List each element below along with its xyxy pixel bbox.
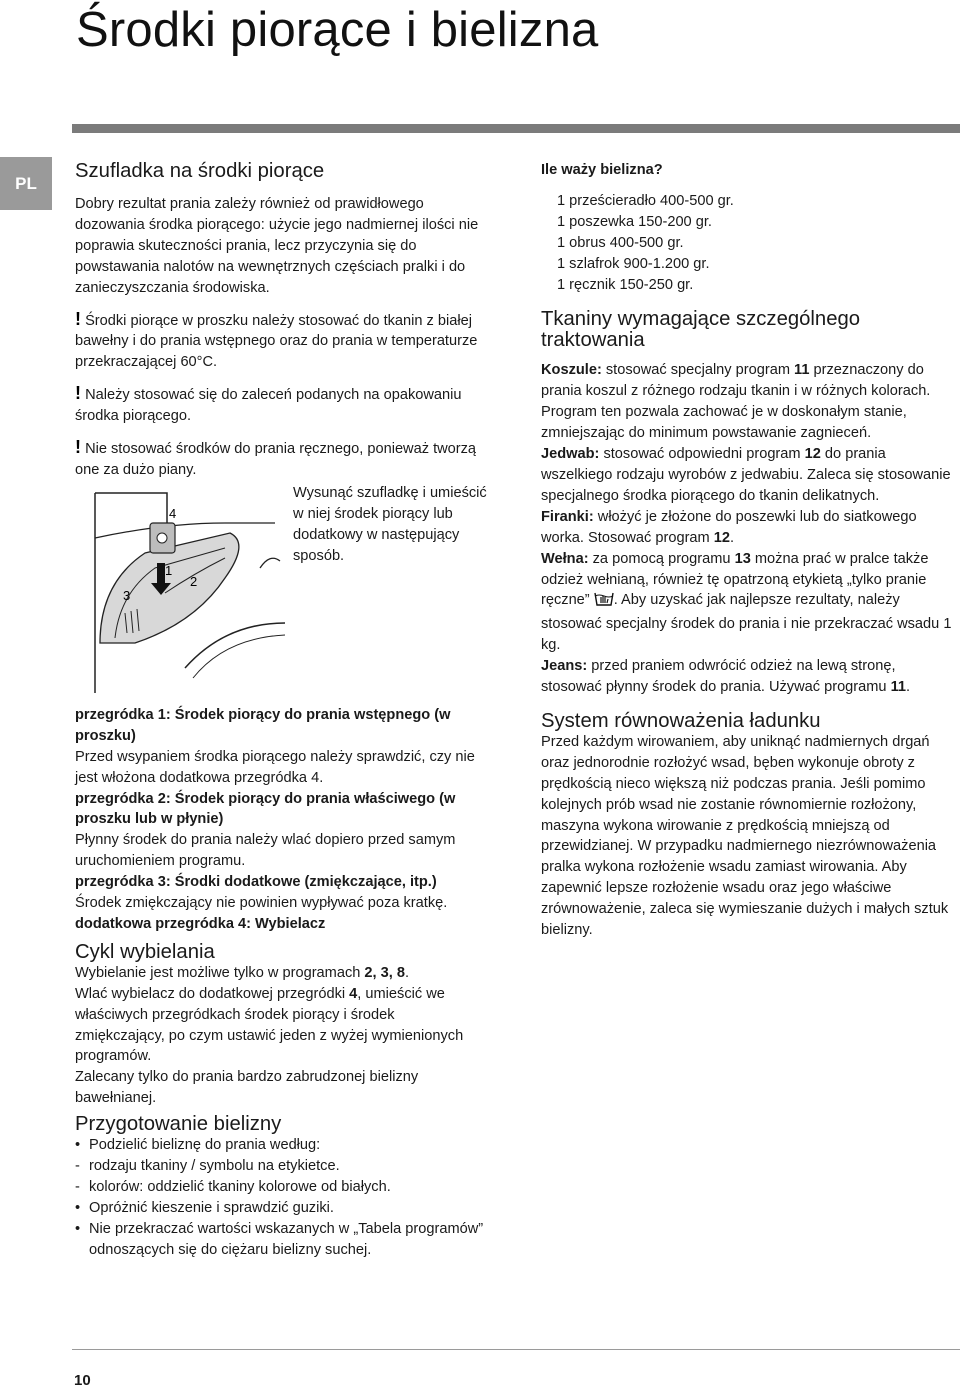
list-item: • Nie przekraczać wartości wskazanych w „Tabela programów” odnoszących się do ciężaru bielizny suchej.	[75, 1220, 484, 1258]
load-balance-heading: System równoważenia ładunku	[541, 709, 821, 732]
laundry-weight-list	[541, 191, 956, 296]
compartment-1-title: przegródka 1: Środek piorący do prania wstępnego (w proszku)	[75, 706, 451, 744]
list-item: - kolorów: oddzielić tkaniny kolorowe od białych.	[75, 1179, 391, 1195]
bleach-cycle-heading: Cykl wybielania	[75, 940, 215, 963]
curtains-paragraph: Firanki: włożyć je złożone do poszewki lub do siatkowego worka. Stosować program 12.	[541, 508, 917, 546]
list-item: 1 prześcieradło 400-500 gr.	[557, 192, 734, 209]
special-fabrics-heading: Tkaniny wymagające szczególnego traktowania	[541, 308, 861, 352]
left-column	[75, 160, 485, 1261]
compartment-4-title: dodatkowa przegródka 4: Wybielacz	[75, 915, 326, 932]
warning-mark: !	[75, 308, 81, 329]
list-item: • Opróżnić kieszenie i sprawdzić guziki.	[75, 1199, 334, 1216]
hand-wash-icon	[594, 591, 614, 614]
load-balance-text: Przed każdym wirowaniem, aby uniknąć nadmiernych drgań oraz jednorodnie rozłożyć wsad, bęben wykonuje obroty z prędkością nieco większą niż podczas prania. Jeśli pomimo kolejnych prób wsad nie zostanie równomiernie rozłożony, maszyna wykona wirowanie z prędkością mniejszą od przewidzianej. W przypadku nadmiernego niezrównoważenia pralka wykona rozłożenie wsadu zamiast wirowania. Aby zapewnić lepsze rozłożenie wsadu oraz jego właściwe zrównoważenie, zaleca się wymieszanie dużych i małych sztuk bielizny.	[541, 733, 949, 939]
footer-divider	[72, 1349, 960, 1350]
note-packaging: ! Należy stosować się do zaleceń podanych na opakowaniu środka piorącego.	[75, 383, 462, 425]
shirts-note: Program ten pozwala zachować je w doskonałym stanie, zmniejszając do minimum powstawanie zagnieceń.	[541, 404, 907, 442]
compartment-2-text: Płynny środek do prania należy wlać dopiero przed samym uruchomieniem programu.	[75, 832, 456, 870]
page-number: 10	[74, 1372, 91, 1389]
list-item: - rodzaju tkaniny / symbolu na etykietce.	[75, 1158, 340, 1175]
page-title: Środki piorące i bielizna	[76, 3, 599, 57]
header-divider	[72, 124, 960, 133]
language-tab: PL	[0, 157, 52, 210]
bleach-recommendation: Zalecany tylko do prania bardzo zabrudzonej bielizny bawełnianej.	[75, 1069, 419, 1107]
laundry-prep-list	[75, 1135, 485, 1260]
compartment-2-title: przegródka 2: Środek piorący do prania właściwego (w proszku lub w płynie)	[75, 790, 456, 828]
figure-label: 4	[169, 505, 177, 521]
list-item: 1 szlafrok 900-1.200 gr.	[557, 255, 710, 272]
list-item: • Podzielić bieliznę do prania według:	[75, 1137, 321, 1154]
note-powder: ! Środki piorące w proszku należy stosować do tkanin z białej bawełny i do prania wstępnego oraz do prania w temperaturze przekraczającej 60°C.	[75, 308, 478, 371]
jeans-paragraph: Jeans: przed praniem odwrócić odzież na lewą stronę, stosować płynny środek do prania. Używać programu 11.	[541, 658, 911, 696]
compartment-1-text: Przed wsypaniem środka piorącego należy sprawdzić, czy nie jest włożona dodatkowa przegródka 4.	[75, 748, 475, 786]
drawer-figure	[75, 483, 485, 697]
compartment-3-title: przegródka 3: Środki dodatkowe (zmiękczające, itp.)	[75, 874, 437, 891]
drawer-intro: Dobry rezultat prania zależy również od prawidłowego dozowania środka piorącego: użycie jego nadmiernej ilości nie poprawia skuteczności prania, lecz przyczynia się do powstawania nalotów na wewnętrznych częściach pralki i do zanieczyszczania środowiska.	[75, 196, 479, 296]
silk-paragraph: Jedwab: stosować odpowiedni program 12 do prania wszelkiego rodzaju wyrobów z jedwabiu. Zaleca się stosowanie specjalnego środka piorącego do tkanin delikatnych.	[541, 446, 951, 504]
detergent-drawer-illustration	[75, 483, 285, 697]
warning-mark: !	[75, 383, 81, 404]
detergent-drawer-heading: Szufladka na środki piorące	[75, 160, 325, 182]
warning-mark: !	[75, 437, 81, 458]
compartment-3-text: Środek zmiękczający nie powinien wypływać poza kratkę.	[75, 895, 448, 912]
bleach-programs: Wybielanie jest możliwe tylko w programach 2, 3, 8.	[75, 964, 410, 981]
figure-label: 2	[190, 573, 198, 589]
bleach-instructions: Wlać wybielacz do dodatkowej przegródki 4, umieścić we właściwych przegródkach środek piorący i środek zmiękczający, po czym ustawić jeden z wyżej wymienionych programów.	[75, 985, 464, 1065]
right-column	[541, 160, 956, 941]
figure-label: 3	[123, 587, 131, 603]
note-handwash: ! Nie stosować środków do prania ręcznego, ponieważ tworzą one za dużo piany.	[75, 437, 477, 478]
figure-label: 1	[165, 562, 173, 578]
laundry-prep-heading: Przygotowanie bielizny	[75, 1113, 282, 1136]
list-item: 1 poszewka 150-200 gr.	[557, 213, 712, 230]
wool-paragraph: Wełna: za pomocą programu 13 można prać w pralce także odzież wełnianą, również tę opatrzoną etykietą „tylko pranie ręczne” . Aby uzyskać jak najlepsze rezultaty, należy stosować specjalny środek do prania i nie przekraczać wsadu 1 kg.	[541, 550, 952, 654]
list-item: 1 ręcznik 150-250 gr.	[557, 276, 694, 293]
shirts-paragraph: Koszule: stosować specjalny program 11 przeznaczony do prania koszul z różnego rodzaju tkanin i w różnych kolorach.	[541, 362, 931, 400]
compartment-list	[75, 705, 485, 935]
figure-caption: Wysunąć szufladkę i umieścić w niej środek piorący lub dodatkowy w następujący sposób.	[293, 484, 487, 564]
list-item: 1 obrus 400-500 gr.	[557, 234, 684, 251]
laundry-weight-heading: Ile waży bielizna?	[541, 162, 663, 178]
